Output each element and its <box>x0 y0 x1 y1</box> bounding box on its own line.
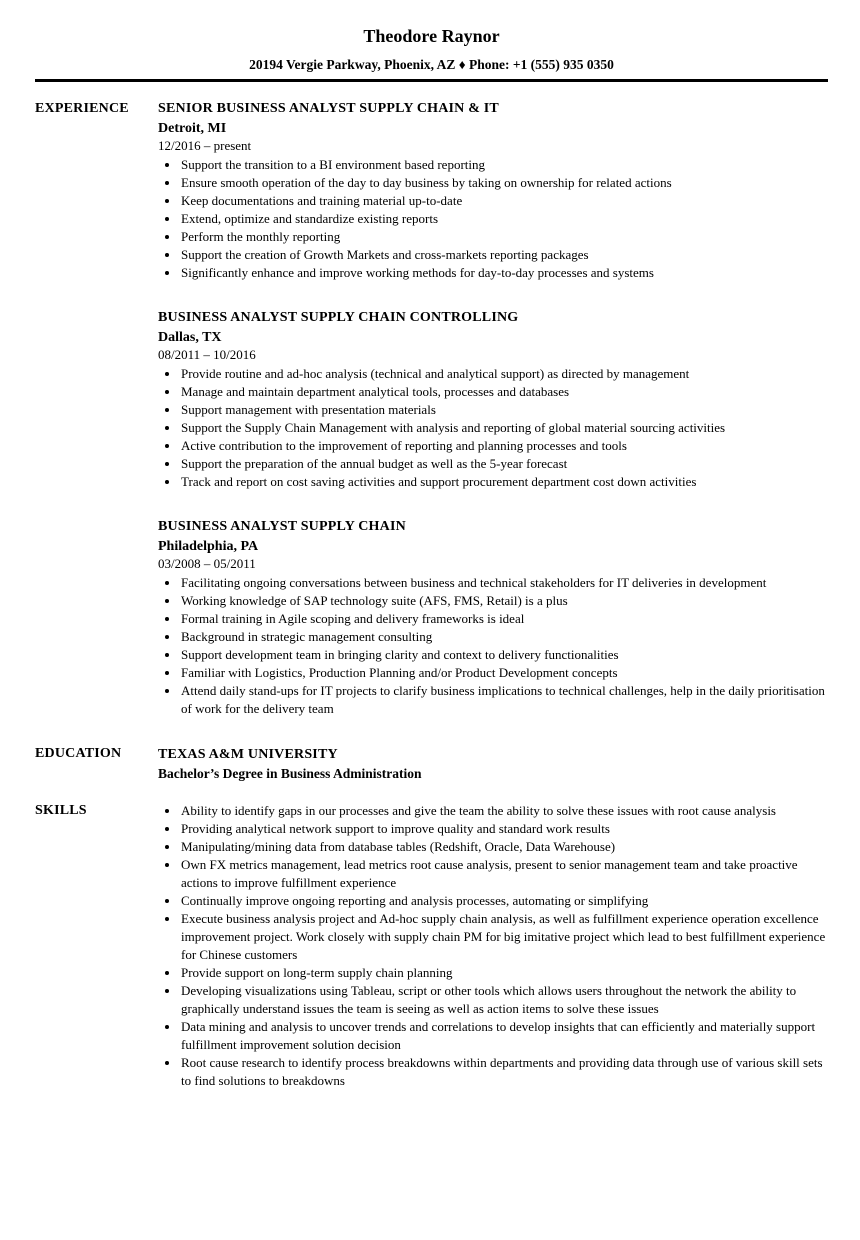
bullet-item: • Attend daily stand-ups for IT projects to clarify business implications to technical challenges, help in the daily prioritisation of work for the delivery team <box>180 682 828 718</box>
job-title: BUSINESS ANALYST SUPPLY CHAIN CONTROLLING <box>158 310 519 325</box>
job-entry-3 <box>158 518 828 718</box>
skills-section <box>35 802 828 1090</box>
bullet-item: • Execute business analysis project and Ad-hoc supply chain analysis, as well as fulfillment experience operation excellence improvement project. Work closely with supply chain PM for big imitative project which lead to best fulfillment experience for Chinese customers <box>180 910 828 964</box>
bullet-item: • Formal training in Agile scoping and delivery frameworks is ideal <box>180 610 828 628</box>
bullet-item: • Active contribution to the improvement of reporting and planning processes and tools <box>180 437 828 455</box>
job-bullets <box>158 365 828 491</box>
candidate-name: Theodore Raynor <box>363 26 500 46</box>
job-location: Dallas, TX <box>158 330 222 345</box>
job-entry-1 <box>158 100 828 282</box>
job-title: SENIOR BUSINESS ANALYST SUPPLY CHAIN & IT <box>158 101 499 116</box>
bullet-item: • Root cause research to identify process breakdowns within departments and providing data through use of various skill sets to find solutions to breakdowns <box>180 1054 828 1090</box>
bullet-item: • Facilitating ongoing conversations between business and technical stakeholders for IT deliveries in development <box>180 574 828 592</box>
bullet-item: • Support the preparation of the annual budget as well as the 5-year forecast <box>180 455 828 473</box>
bullet-item: • Support management with presentation materials <box>180 401 828 419</box>
job-bullets <box>158 156 828 282</box>
bullet-item: • Background in strategic management consulting <box>180 628 828 646</box>
bullet-item: • Manipulating/mining data from database tables (Redshift, Oracle, Data Warehouse) <box>180 838 828 856</box>
job-location: Detroit, MI <box>158 121 227 136</box>
bullet-item: • Ensure smooth operation of the day to day business by taking on ownership for related actions <box>180 174 828 192</box>
degree-name: Bachelor’s Degree in Business Administration <box>158 766 422 781</box>
bullet-item: • Support the Supply Chain Management with analysis and reporting of global material sourcing activities <box>180 419 828 437</box>
bullet-item: • Keep documentations and training material up-to-date <box>180 192 828 210</box>
bullet-item: • Support development team in bringing clarity and context to delivery functionalities <box>180 646 828 664</box>
bullet-item: • Ability to identify gaps in our processes and give the team the ability to solve these issues with root cause analysis <box>180 802 828 820</box>
bullet-item: • Significantly enhance and improve working methods for day-to-day processes and systems <box>180 264 828 282</box>
bullet-item: • Extend, optimize and standardize existing reports <box>180 210 828 228</box>
resume-header <box>35 26 828 72</box>
section-label-experience: EXPERIENCE <box>35 101 129 116</box>
job-dates: 12/2016 – present <box>158 138 252 153</box>
header-divider <box>35 79 828 82</box>
experience-content <box>158 100 828 718</box>
skills-bullets <box>158 802 828 1090</box>
contact-line: 20194 Vergie Parkway, Phoenix, AZ ♦ Phone: +1 (555) 935 0350 <box>249 57 614 72</box>
job-bullets <box>158 574 828 718</box>
school-name: TEXAS A&M UNIVERSITY <box>158 747 338 762</box>
job-title: BUSINESS ANALYST SUPPLY CHAIN <box>158 519 406 534</box>
skills-content <box>158 802 828 1090</box>
job-entry-2 <box>158 309 828 491</box>
education-content <box>158 745 828 783</box>
section-label-skills: SKILLS <box>35 803 87 818</box>
bullet-item: • Support the transition to a BI environment based reporting <box>180 156 828 174</box>
bullet-item: • Continually improve ongoing reporting and analysis processes, automating or simplifying <box>180 892 828 910</box>
bullet-item: • Data mining and analysis to uncover trends and correlations to develop insights that can efficiently and materially support fulfillment improvement solution decision <box>180 1018 828 1054</box>
job-dates: 08/2011 – 10/2016 <box>158 347 256 362</box>
bullet-item: • Track and report on cost saving activities and support procurement department cost down activities <box>180 473 828 491</box>
bullet-item: • Providing analytical network support to improve quality and standard work results <box>180 820 828 838</box>
bullet-item: • Provide routine and ad-hoc analysis (technical and analytical support) as directed by management <box>180 365 828 383</box>
bullet-item: • Support the creation of Growth Markets and cross-markets reporting packages <box>180 246 828 264</box>
job-dates: 03/2008 – 05/2011 <box>158 556 256 571</box>
section-label-education: EDUCATION <box>35 746 122 761</box>
bullet-item: • Familiar with Logistics, Production Planning and/or Product Development concepts <box>180 664 828 682</box>
job-location: Philadelphia, PA <box>158 539 259 554</box>
bullet-item: • Developing visualizations using Tableau, script or other tools which allows users throughout the network the ability to graphically understand issues the team is seeing as well as action items to solve these issues <box>180 982 828 1018</box>
bullet-item: • Working knowledge of SAP technology suite (AFS, FMS, Retail) is a plus <box>180 592 828 610</box>
bullet-item: • Manage and maintain department analytical tools, processes and databases <box>180 383 828 401</box>
education-section <box>35 745 828 783</box>
experience-section <box>35 100 828 718</box>
bullet-item: • Perform the monthly reporting <box>180 228 828 246</box>
bullet-item: • Provide support on long-term supply chain planning <box>180 964 828 982</box>
bullet-item: • Own FX metrics management, lead metrics root cause analysis, present to senior management team and take proactive actions to improve fulfillment experience <box>180 856 828 892</box>
